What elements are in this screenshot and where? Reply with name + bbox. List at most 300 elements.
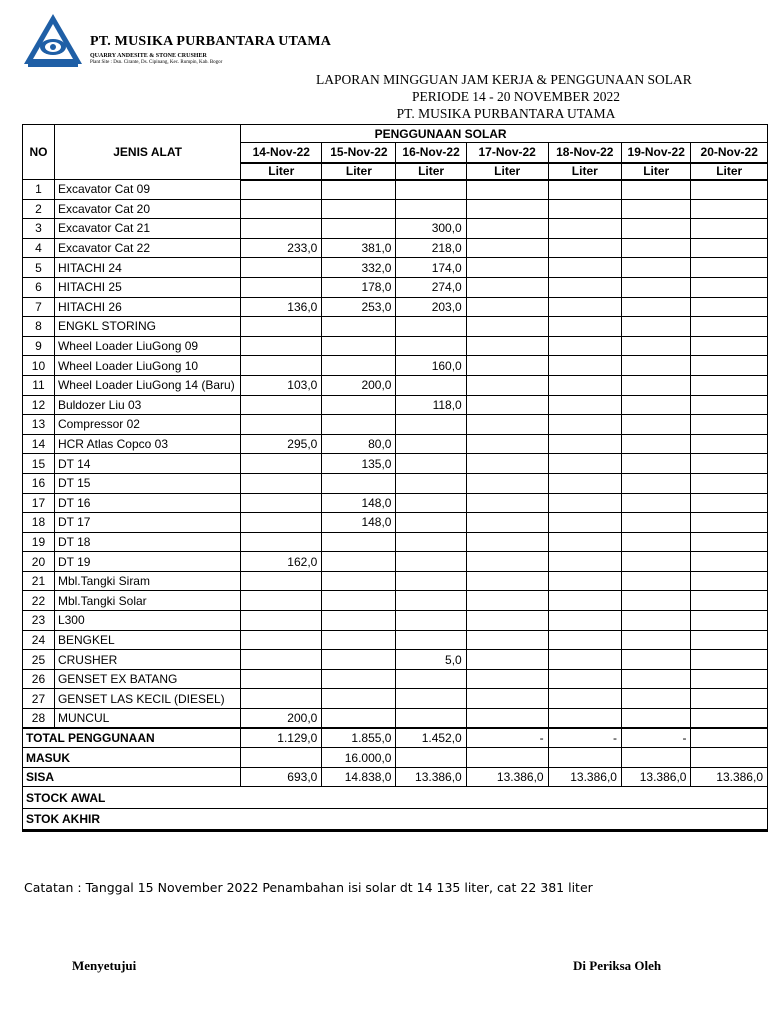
usage-cell: [466, 336, 548, 356]
row-number: 28: [23, 709, 55, 729]
usage-cell: [621, 650, 691, 670]
equipment-name: BENGKEL: [54, 630, 240, 650]
usage-cell: [241, 180, 322, 200]
table-row: [23, 258, 768, 278]
usage-cell: [691, 552, 768, 572]
table-row: [23, 180, 768, 200]
row-number: 16: [23, 473, 55, 493]
usage-cell: [322, 689, 396, 709]
usage-cell: [691, 532, 768, 552]
solar-usage-table: [22, 124, 768, 832]
header-date: 17-Nov-22: [466, 143, 548, 163]
usage-cell: [241, 513, 322, 533]
summary-value: [691, 748, 768, 768]
usage-cell: [548, 297, 621, 317]
usage-cell: [241, 277, 322, 297]
stock-row: [23, 787, 768, 809]
equipment-name: Excavator Cat 22: [54, 238, 240, 258]
stock-row: [23, 809, 768, 831]
usage-cell: 381,0: [322, 238, 396, 258]
usage-cell: [691, 375, 768, 395]
header-unit: Liter: [691, 163, 768, 180]
table-row: [23, 219, 768, 239]
usage-cell: [621, 395, 691, 415]
usage-cell: [548, 513, 621, 533]
header-unit: Liter: [548, 163, 621, 180]
summary-value: [691, 728, 768, 748]
usage-cell: [396, 493, 466, 513]
table-row: [23, 317, 768, 337]
equipment-name: Mbl.Tangki Solar: [54, 591, 240, 611]
table-row: [23, 611, 768, 631]
usage-cell: [548, 238, 621, 258]
usage-cell: 200,0: [322, 375, 396, 395]
usage-cell: [691, 395, 768, 415]
table-row: [23, 571, 768, 591]
row-number: 15: [23, 454, 55, 474]
row-number: 3: [23, 219, 55, 239]
header-date: 16-Nov-22: [396, 143, 466, 163]
usage-cell: [621, 415, 691, 435]
usage-cell: [691, 513, 768, 533]
row-number: 26: [23, 669, 55, 689]
usage-cell: [621, 277, 691, 297]
usage-cell: [548, 395, 621, 415]
summary-value: 1.129,0: [241, 728, 322, 748]
table-row: [23, 454, 768, 474]
usage-cell: 218,0: [396, 238, 466, 258]
usage-cell: [466, 277, 548, 297]
summary-value: [241, 748, 322, 768]
usage-cell: [691, 591, 768, 611]
equipment-name: HITACHI 25: [54, 277, 240, 297]
usage-cell: [322, 356, 396, 376]
usage-cell: [691, 415, 768, 435]
usage-cell: [466, 356, 548, 376]
equipment-name: Wheel Loader LiuGong 10: [54, 356, 240, 376]
usage-cell: [621, 258, 691, 278]
usage-cell: [621, 434, 691, 454]
usage-cell: [691, 258, 768, 278]
summary-value: [621, 748, 691, 768]
usage-cell: [241, 493, 322, 513]
usage-cell: [548, 454, 621, 474]
usage-cell: 136,0: [241, 297, 322, 317]
row-number: 19: [23, 532, 55, 552]
equipment-name: DT 17: [54, 513, 240, 533]
header-unit: Liter: [466, 163, 548, 180]
usage-cell: [322, 650, 396, 670]
usage-cell: [241, 611, 322, 631]
summary-value: 1.855,0: [322, 728, 396, 748]
row-number: 2: [23, 199, 55, 219]
row-number: 20: [23, 552, 55, 572]
usage-cell: [691, 317, 768, 337]
table-row: [23, 552, 768, 572]
usage-cell: [621, 336, 691, 356]
header-unit: Liter: [241, 163, 322, 180]
equipment-name: Wheel Loader LiuGong 14 (Baru): [54, 375, 240, 395]
header-date: 15-Nov-22: [322, 143, 396, 163]
report-title-line1: LAPORAN MINGGUAN JAM KERJA & PENGGUNAAN SOLAR: [316, 72, 692, 87]
usage-cell: [241, 669, 322, 689]
usage-cell: [396, 591, 466, 611]
report-title: [316, 71, 768, 122]
row-number: 4: [23, 238, 55, 258]
usage-cell: [548, 611, 621, 631]
table-row: [23, 630, 768, 650]
table-row: [23, 493, 768, 513]
row-number: 9: [23, 336, 55, 356]
equipment-name: Compressor 02: [54, 415, 240, 435]
summary-value: [548, 748, 621, 768]
usage-cell: [322, 395, 396, 415]
table-row: [23, 395, 768, 415]
row-number: 12: [23, 395, 55, 415]
report-title-line3: PT. MUSIKA PURBANTARA UTAMA: [396, 106, 616, 121]
usage-cell: [621, 317, 691, 337]
header-unit: Liter: [322, 163, 396, 180]
table-row: [23, 415, 768, 435]
usage-cell: [548, 571, 621, 591]
row-number: 14: [23, 434, 55, 454]
usage-cell: [241, 650, 322, 670]
usage-cell: [621, 297, 691, 317]
usage-cell: [621, 709, 691, 729]
equipment-name: CRUSHER: [54, 650, 240, 670]
usage-cell: [691, 493, 768, 513]
usage-cell: [241, 395, 322, 415]
usage-cell: [466, 238, 548, 258]
usage-cell: [466, 571, 548, 591]
usage-cell: [396, 571, 466, 591]
row-number: 11: [23, 375, 55, 395]
usage-cell: [691, 199, 768, 219]
usage-cell: 200,0: [241, 709, 322, 729]
equipment-name: HCR Atlas Copco 03: [54, 434, 240, 454]
usage-cell: [621, 199, 691, 219]
usage-cell: 332,0: [322, 258, 396, 278]
usage-cell: [548, 669, 621, 689]
usage-cell: 203,0: [396, 297, 466, 317]
summary-value: 13.386,0: [691, 767, 768, 787]
usage-cell: [466, 395, 548, 415]
usage-cell: [241, 454, 322, 474]
summary-value: 13.386,0: [548, 767, 621, 787]
usage-cell: [548, 199, 621, 219]
usage-cell: [691, 611, 768, 631]
usage-cell: [241, 199, 322, 219]
usage-cell: [241, 356, 322, 376]
usage-cell: [322, 532, 396, 552]
usage-cell: 300,0: [396, 219, 466, 239]
usage-cell: [691, 277, 768, 297]
summary-row: [23, 767, 768, 787]
usage-cell: [322, 709, 396, 729]
summary-value: -: [548, 728, 621, 748]
usage-cell: 118,0: [396, 395, 466, 415]
usage-cell: [396, 375, 466, 395]
usage-cell: [691, 571, 768, 591]
usage-cell: 178,0: [322, 277, 396, 297]
usage-cell: 233,0: [241, 238, 322, 258]
usage-cell: [691, 336, 768, 356]
table-row: [23, 689, 768, 709]
usage-cell: [322, 591, 396, 611]
usage-cell: [621, 473, 691, 493]
company-name: PT. MUSIKA PURBANTARA UTAMA: [90, 34, 332, 49]
usage-cell: [691, 689, 768, 709]
table-row: [23, 473, 768, 493]
usage-cell: [396, 317, 466, 337]
header-date: 18-Nov-22: [548, 143, 621, 163]
usage-cell: [466, 317, 548, 337]
usage-cell: [466, 552, 548, 572]
usage-cell: [548, 532, 621, 552]
usage-cell: [466, 689, 548, 709]
usage-cell: [241, 571, 322, 591]
usage-cell: [466, 258, 548, 278]
usage-cell: [548, 375, 621, 395]
summary-value: 13.386,0: [621, 767, 691, 787]
usage-cell: [322, 317, 396, 337]
equipment-name: L300: [54, 611, 240, 631]
table-row: [23, 650, 768, 670]
usage-cell: [691, 434, 768, 454]
company-tagline: QUARRY ANDESITE & STONE CRUSHER: [90, 53, 207, 59]
usage-cell: [396, 336, 466, 356]
usage-cell: [396, 199, 466, 219]
table-row: [23, 336, 768, 356]
usage-cell: [621, 591, 691, 611]
equipment-name: MUNCUL: [54, 709, 240, 729]
table-row: [23, 591, 768, 611]
usage-cell: [621, 552, 691, 572]
table-row: [23, 277, 768, 297]
row-number: 24: [23, 630, 55, 650]
equipment-name: Excavator Cat 21: [54, 219, 240, 239]
equipment-name: Buldozer Liu 03: [54, 395, 240, 415]
row-number: 6: [23, 277, 55, 297]
usage-cell: [621, 219, 691, 239]
usage-cell: [548, 415, 621, 435]
usage-cell: [621, 689, 691, 709]
usage-cell: [466, 297, 548, 317]
usage-cell: [396, 689, 466, 709]
usage-cell: [396, 180, 466, 200]
summary-label: MASUK: [23, 748, 241, 768]
usage-cell: [466, 434, 548, 454]
usage-cell: [241, 219, 322, 239]
usage-cell: 103,0: [241, 375, 322, 395]
usage-cell: [322, 180, 396, 200]
table-body: [23, 180, 768, 831]
usage-cell: [322, 611, 396, 631]
usage-table-wrapper: [22, 124, 768, 860]
row-number: 17: [23, 493, 55, 513]
usage-cell: [548, 258, 621, 278]
usage-cell: [466, 513, 548, 533]
usage-cell: [548, 493, 621, 513]
usage-cell: [691, 297, 768, 317]
usage-cell: 148,0: [322, 513, 396, 533]
summary-label: TOTAL PENGGUNAAN: [23, 728, 241, 748]
summary-value: 13.386,0: [396, 767, 466, 787]
usage-cell: [621, 513, 691, 533]
usage-cell: 162,0: [241, 552, 322, 572]
report-title-line2: PERIODE 14 - 20 NOVEMBER 2022: [411, 89, 621, 104]
usage-cell: [322, 336, 396, 356]
usage-cell: [621, 454, 691, 474]
usage-cell: [621, 180, 691, 200]
usage-cell: [396, 415, 466, 435]
equipment-name: DT 19: [54, 552, 240, 572]
summary-value: 693,0: [241, 767, 322, 787]
usage-cell: [466, 375, 548, 395]
usage-cell: [396, 630, 466, 650]
usage-cell: [322, 415, 396, 435]
usage-cell: 174,0: [396, 258, 466, 278]
usage-cell: [396, 513, 466, 533]
usage-cell: [241, 689, 322, 709]
usage-cell: [621, 532, 691, 552]
usage-cell: [621, 238, 691, 258]
usage-cell: [548, 356, 621, 376]
header-date: 19-Nov-22: [621, 143, 691, 163]
usage-cell: [396, 434, 466, 454]
table-row: [23, 513, 768, 533]
summary-row: [23, 748, 768, 768]
table-row: [23, 434, 768, 454]
header-penggunaan-solar: PENGGUNAAN SOLAR: [241, 125, 768, 143]
usage-cell: [548, 180, 621, 200]
usage-cell: [548, 650, 621, 670]
usage-cell: [396, 532, 466, 552]
usage-cell: [548, 709, 621, 729]
usage-cell: [548, 473, 621, 493]
usage-cell: [322, 669, 396, 689]
equipment-name: GENSET LAS KECIL (DIESEL): [54, 689, 240, 709]
row-number: 25: [23, 650, 55, 670]
usage-cell: 135,0: [322, 454, 396, 474]
usage-cell: [621, 630, 691, 650]
row-number: 1: [23, 180, 55, 200]
row-number: 8: [23, 317, 55, 337]
row-number: 13: [23, 415, 55, 435]
summary-value: 16.000,0: [322, 748, 396, 768]
table-row: [23, 356, 768, 376]
usage-cell: [621, 669, 691, 689]
summary-value: 1.452,0: [396, 728, 466, 748]
usage-cell: [691, 356, 768, 376]
usage-cell: [691, 454, 768, 474]
equipment-name: Mbl.Tangki Siram: [54, 571, 240, 591]
usage-cell: [691, 709, 768, 729]
usage-cell: [241, 473, 322, 493]
usage-cell: 295,0: [241, 434, 322, 454]
usage-cell: [691, 630, 768, 650]
table-row: [23, 199, 768, 219]
header-date: 14-Nov-22: [241, 143, 322, 163]
usage-cell: [691, 238, 768, 258]
company-block: [90, 34, 331, 65]
usage-cell: [241, 336, 322, 356]
header-jenis-alat: JENIS ALAT: [54, 125, 240, 180]
usage-cell: [322, 571, 396, 591]
table-row: [23, 238, 768, 258]
summary-value: -: [621, 728, 691, 748]
usage-cell: [548, 434, 621, 454]
usage-cell: [396, 454, 466, 474]
usage-cell: [466, 219, 548, 239]
usage-cell: [466, 591, 548, 611]
signature-checked-label: Di Periksa Oleh: [573, 958, 662, 973]
row-number: 18: [23, 513, 55, 533]
row-number: 22: [23, 591, 55, 611]
usage-cell: 274,0: [396, 277, 466, 297]
equipment-name: HITACHI 24: [54, 258, 240, 278]
summary-label: SISA: [23, 767, 241, 787]
usage-cell: [621, 611, 691, 631]
company-address: Plant Site : Dsn. Cirante, Ds. Cipinang, Kec. Rumpin, Kab. Bogor: [90, 60, 223, 65]
usage-cell: [322, 199, 396, 219]
usage-cell: [396, 552, 466, 572]
usage-cell: 253,0: [322, 297, 396, 317]
usage-cell: [466, 630, 548, 650]
table-row: [23, 669, 768, 689]
logo-triangle-icon: [22, 12, 84, 68]
equipment-name: Excavator Cat 20: [54, 199, 240, 219]
equipment-name: GENSET EX BATANG: [54, 669, 240, 689]
usage-cell: [691, 219, 768, 239]
usage-cell: [322, 219, 396, 239]
usage-cell: [548, 552, 621, 572]
usage-cell: [466, 669, 548, 689]
usage-cell: 80,0: [322, 434, 396, 454]
stock-label: STOCK AWAL: [23, 787, 768, 809]
summary-row: [23, 728, 768, 748]
usage-cell: [691, 473, 768, 493]
table-row: [23, 532, 768, 552]
summary-value: [466, 748, 548, 768]
usage-cell: [466, 611, 548, 631]
usage-cell: [466, 473, 548, 493]
usage-cell: 160,0: [396, 356, 466, 376]
usage-cell: [466, 709, 548, 729]
usage-cell: [396, 669, 466, 689]
usage-cell: [466, 199, 548, 219]
table-row: [23, 709, 768, 729]
usage-cell: [396, 709, 466, 729]
usage-cell: [466, 532, 548, 552]
usage-cell: [466, 454, 548, 474]
equipment-name: Wheel Loader LiuGong 09: [54, 336, 240, 356]
summary-value: [396, 748, 466, 768]
usage-cell: [396, 611, 466, 631]
row-number: 7: [23, 297, 55, 317]
usage-cell: [548, 591, 621, 611]
usage-cell: [466, 415, 548, 435]
header-no: NO: [23, 125, 55, 180]
usage-cell: [322, 552, 396, 572]
usage-cell: [548, 689, 621, 709]
usage-cell: [241, 258, 322, 278]
usage-cell: [241, 317, 322, 337]
usage-cell: 5,0: [396, 650, 466, 670]
usage-cell: [548, 317, 621, 337]
row-number: 10: [23, 356, 55, 376]
header-date: 20-Nov-22: [691, 143, 768, 163]
